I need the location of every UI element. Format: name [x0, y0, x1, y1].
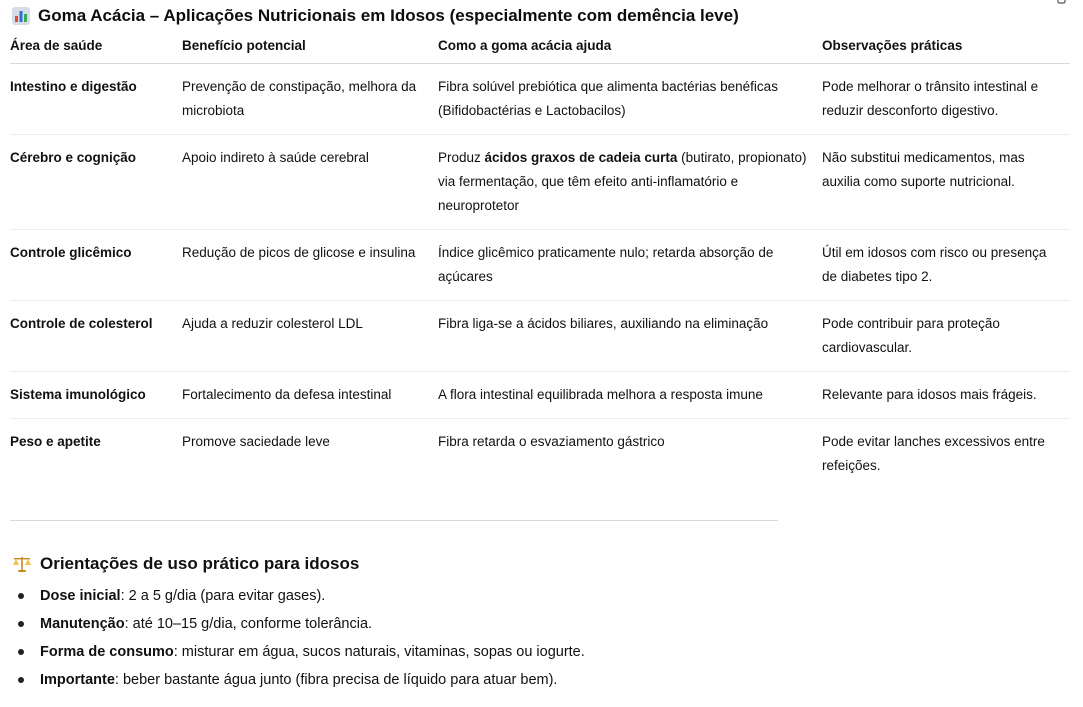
page-title-text: Goma Acácia – Aplicações Nutricionais em Idosos (especialmente com demência leve): [38, 6, 739, 25]
how-emphasis: ácidos graxos de cadeia curta: [484, 150, 678, 165]
bullet-icon: [18, 649, 24, 655]
how-cell: Índice glicêmico praticamente nulo; retarda absorção de açúcares: [438, 230, 822, 301]
column-header: Observações práticas: [822, 36, 1070, 64]
column-header: Benefício potencial: [182, 36, 438, 64]
table-header-row: [10, 36, 1070, 64]
section-heading: [12, 552, 359, 576]
table-row: [10, 372, 1070, 419]
area-cell: Controle de colesterol: [10, 301, 182, 372]
item-text: : misturar em água, sucos naturais, vitaminas, sopas ou iogurte.: [173, 644, 585, 660]
notes-cell: Pode evitar lanches excessivos entre refeições.: [822, 434, 1045, 473]
how-text: (butirato, propionato) via fermentação, que têm efeito anti-inflamatório e neuroprotetor: [438, 150, 807, 213]
benefit-cell: Ajuda a reduzir colesterol LDL: [182, 301, 438, 372]
notes-cell: Pode melhorar o trânsito intestinal e reduzir desconforto digestivo.: [822, 64, 1070, 135]
notes-cell: Pode contribuir para proteção cardiovascular.: [822, 301, 1070, 372]
item-label: Importante: [40, 672, 115, 688]
list-item: [14, 640, 585, 668]
guidelines-list: [14, 584, 585, 696]
bar-chart-icon: [12, 7, 30, 25]
page-title: [12, 4, 739, 28]
area-cell: Cérebro e cognição: [10, 135, 182, 230]
table-row: [10, 135, 1070, 230]
bullet-icon: [18, 593, 24, 599]
notes-cell: Não substitui medicamentos, mas auxilia como suporte nutricional.: [822, 135, 1070, 230]
benefit-cell: Promove saciedade leve: [182, 434, 330, 449]
area-cell: Sistema imunológico: [10, 372, 182, 419]
item-label: Dose inicial: [40, 588, 121, 604]
section-divider: [10, 520, 778, 521]
benefit-cell: Apoio indireto à saúde cerebral: [182, 135, 438, 230]
list-item: [14, 612, 585, 640]
section-heading-text: Orientações de uso prático para idosos: [40, 554, 360, 573]
list-item: [14, 668, 585, 696]
how-cell: Fibra solúvel prebiótica que alimenta bactérias benéficas (Bifidobactérias e Lactobacilos): [438, 64, 822, 135]
column-header: Área de saúde: [10, 36, 182, 64]
how-cell: A flora intestinal equilibrada melhora a resposta imune: [438, 372, 822, 419]
benefit-cell: Fortalecimento da defesa intestinal: [182, 372, 438, 419]
table-row: [10, 419, 1070, 490]
table-row: [10, 301, 1070, 372]
benefit-cell: Redução de picos de glicose e insulina: [182, 230, 438, 301]
notes-cell: Útil em idosos com risco ou presença de diabetes tipo 2.: [822, 230, 1070, 301]
item-label: Forma de consumo: [40, 644, 174, 660]
how-cell: Fibra retarda o esvaziamento gástrico: [438, 434, 665, 449]
column-header: Como a goma acácia ajuda: [438, 36, 822, 64]
nutrition-table: [10, 36, 1070, 489]
item-text: : beber bastante água junto (fibra precisa de líquido para atuar bem).: [114, 672, 558, 688]
notes-cell: Relevante para idosos mais frágeis.: [822, 372, 1070, 419]
how-cell: [438, 135, 822, 230]
area-cell: Controle glicêmico: [10, 230, 182, 301]
bullet-icon: [18, 677, 24, 683]
how-cell: Fibra liga-se a ácidos biliares, auxiliando na eliminação: [438, 301, 822, 372]
item-label: Manutenção: [40, 616, 125, 632]
list-item: [14, 584, 585, 612]
copy-icon[interactable]: [1057, 0, 1069, 6]
table-row: [10, 64, 1070, 135]
area-cell: Peso e apetite: [10, 434, 101, 449]
table-row: [10, 230, 1070, 301]
area-cell: Intestino e digestão: [10, 64, 182, 135]
item-text: : 2 a 5 g/dia (para evitar gases).: [120, 588, 326, 604]
how-text: Produz: [438, 150, 485, 165]
benefit-cell: Prevenção de constipação, melhora da microbiota: [182, 64, 438, 135]
item-text: : até 10–15 g/dia, conforme tolerância.: [124, 616, 373, 632]
bullet-icon: [18, 621, 24, 627]
scales-icon: [12, 555, 32, 573]
